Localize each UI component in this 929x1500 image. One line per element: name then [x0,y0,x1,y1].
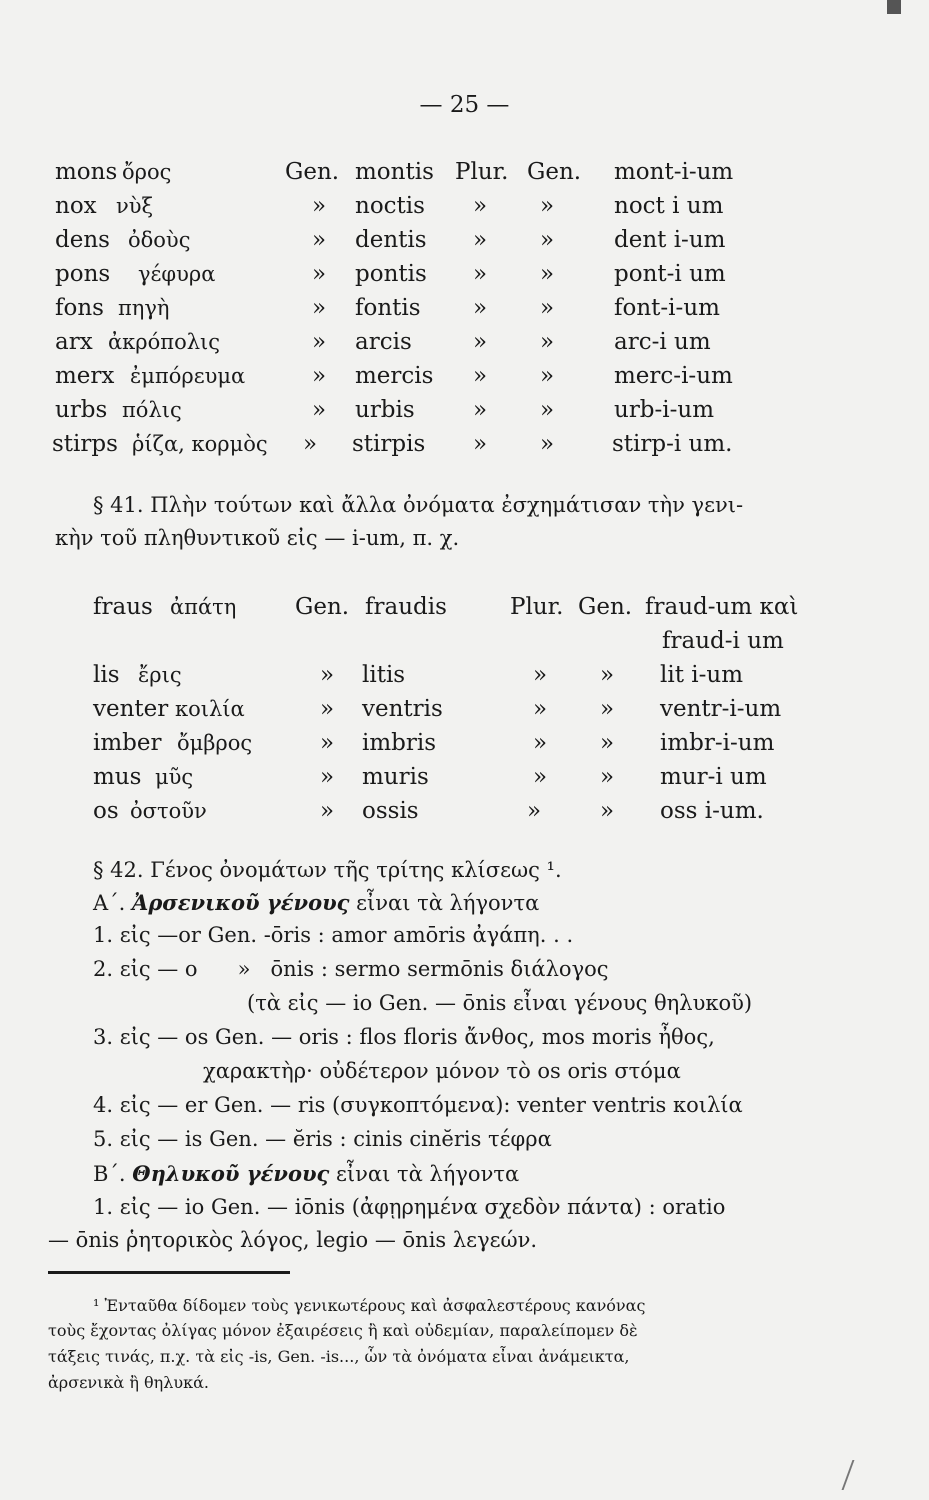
gen-label: » [303,431,318,457]
heading-prefix: Β΄. [93,1162,126,1186]
gen-label: » [312,261,327,287]
greek-word: ῥίζα, κορμὸς [132,432,268,456]
plur-label: » [533,696,548,722]
latin-word: arx [55,329,93,355]
plural-genitive: oss i-um. [660,798,764,824]
plural-gen-label: Gen. [527,159,582,185]
section-42-heading: § 42. Γένος ὀνομάτων τῆς τρίτης κλίσεως ¹. [93,858,562,882]
latin-word: venter [93,696,169,722]
plur-label: » [527,798,542,824]
footnote-line-4: ἀρσενικὰ ἢ θηλυκά. [48,1373,209,1392]
genitive: pontis [355,261,427,287]
gen-label: » [320,662,335,688]
gen-label: Gen. [285,159,340,185]
heading-prefix: Α΄. [93,891,126,915]
plural-genitive: mont-i-um [614,159,734,185]
fem-rule-item-1-cont: — ōnis ῥητορικὸς λόγος, legio — ōnis λεγεών. [48,1228,538,1252]
genitive: arcis [355,329,412,355]
genitive: litis [362,662,406,688]
greek-word: ὀδοὺς [128,228,191,252]
page-number: — 25 — [419,92,510,118]
plur-label: Plur. [455,159,509,185]
heading-suffix: εἶναι τὰ λήγοντα [336,1162,520,1186]
greek-word: ὀστοῦν [130,799,207,823]
greek-word: κοιλία [175,697,245,721]
feminine-gender-label: Θηλυκοῦ γένους [132,1161,330,1186]
greek-word: ἔρις [138,663,182,687]
plural-gen-label: » [600,764,615,790]
plural-genitive: font-i-um [614,295,720,321]
rule-item-2: 2. εἰς — o » ōnis : sermo sermōnis διάλογος [93,957,609,981]
plural-genitive: arc-i um [614,329,711,355]
plural-gen-label: » [540,227,555,253]
latin-word: fons [55,295,104,321]
latin-word: os [93,798,119,824]
heading-suffix: εἶναι τὰ λήγοντα [356,891,540,915]
greek-word: νὺξ [116,194,154,218]
footnote-line-3: τάξεις τινάς, π.χ. τὰ εἰς -is, Gen. -is..., ὧν τὰ ὀνόματα εἶναι ἀνάμεικτα, [48,1347,630,1366]
genitive: fraudis [365,594,447,620]
gen-label: » [312,363,327,389]
greek-word: ἐμπόρευμα [130,364,246,388]
gen-label: » [312,295,327,321]
plural-genitive: imbr-i-um [660,730,775,756]
plural-gen-label: » [540,431,555,457]
rule-item-2-note: (τὰ εἰς — io Gen. — ōnis εἶναι γένους θηλυκοῦ) [247,991,753,1015]
latin-word: fraus [93,594,153,620]
section-41-line-2: κὴν τοῦ πληθυντικοῦ εἰς — i-um, π. χ. [55,526,460,550]
plur-label: » [473,295,488,321]
plur-label: » [473,397,488,423]
genitive: imbris [362,730,437,756]
genitive: dentis [355,227,427,253]
gen-label: » [312,193,327,219]
fem-rule-item-1: 1. εἰς — io Gen. — iōnis (ἀφῃρημένα σχεδὸν πάντα) : oratio [93,1195,726,1219]
plur-label: » [473,261,488,287]
latin-word: urbs [55,397,108,423]
greek-word: πόλις [122,398,182,422]
plural-gen-label: » [600,696,615,722]
masculine-heading [93,887,539,919]
greek-word: ἀκρόπολις [108,330,221,354]
plural-gen-label: » [540,193,555,219]
plural-genitive: lit i-um [660,662,744,688]
plural-gen-label: » [540,397,555,423]
genitive: ossis [362,798,419,824]
plural-genitive: dent i-um [614,227,726,253]
plur-label: » [533,730,548,756]
plur-label: » [533,764,548,790]
latin-word: mus [93,764,142,790]
plur-label: » [473,227,488,253]
greek-word: ὄμβρος [177,731,253,755]
genitive: ventris [362,696,443,722]
plural-gen-label: » [600,798,615,824]
latin-word: nox [55,193,97,219]
gen-label: » [320,730,335,756]
plur-label: Plur. [510,594,564,620]
latin-word: lis [93,662,120,688]
genitive: urbis [355,397,415,423]
genitive: fontis [355,295,421,321]
plural-gen-label: » [540,261,555,287]
latin-word: dens [55,227,110,253]
section-41-line-1: § 41. Πλὴν τούτων καὶ ἄλλα ὀνόματα ἐσχημάτισαν τὴν γενι- [93,493,744,517]
plur-label: » [473,329,488,355]
latin-word: imber [93,730,162,756]
plural-genitive: noct i um [614,193,724,219]
greek-word: πηγὴ [118,296,170,320]
plural-gen-label: » [600,730,615,756]
feminine-heading [93,1158,519,1190]
rule-item-5: 5. εἰς — is Gen. — ĕris : cinis cinĕris τέφρα [93,1127,552,1151]
plural-genitive: merc-i-um [614,363,733,389]
plural-gen-label: » [540,295,555,321]
rule-item-3: 3. εἰς — os Gen. — oris : flos floris ἄνθος, mos moris ἦθος, [93,1025,715,1049]
corner-mark [887,0,901,14]
latin-word: pons [55,261,111,287]
rule-item-3-cont: χαρακτὴρ· οὐδέτερον μόνον τὸ os oris στόμα [203,1059,681,1083]
gen-label: » [312,397,327,423]
plur-label: » [533,662,548,688]
plural-genitive: urb-i-um [614,397,715,423]
plural-genitive: ventr-i-um [660,696,782,722]
rule-item-1: 1. εἰς —or Gen. -ōris : amor amōris ἀγάπη. . . [93,923,574,947]
plural-gen-label: » [540,329,555,355]
plural-genitive: fraud-um καὶ [645,594,799,620]
plural-genitive: mur-i um [660,764,767,790]
plur-label: » [473,431,488,457]
rule-item-4: 4. εἰς — er Gen. — ris (συγκοπτόμενα): venter ventris κοιλία [93,1093,743,1117]
genitive: montis [355,159,434,185]
plural-gen-label: » [540,363,555,389]
greek-word: ὄρος [122,160,172,184]
footnote-divider [48,1271,290,1274]
latin-word: stirps [52,431,118,457]
gen-label: » [320,764,335,790]
plural-genitive: fraud-i um [662,628,784,654]
plural-genitive: stirp-i um. [612,431,733,457]
plural-gen-label: Gen. [578,594,633,620]
greek-word: μῦς [155,765,194,789]
footnote-line-2: τοὺς ἔχοντας ὀλίγας μόνον ἐξαιρέσεις ἢ καὶ οὐδεμίαν, παραλείπομεν δὲ [48,1321,638,1340]
plural-gen-label: » [600,662,615,688]
gen-label: Gen. [295,594,350,620]
masculine-gender-label: Ἀρσενικοῦ γένους [132,890,350,915]
footnote-line-1: ¹ Ἐνταῦθα δίδομεν τοὺς γενικωτέρους καὶ ἀσφαλεστέρους κανόνας [93,1296,646,1315]
latin-word: merx [55,363,115,389]
gen-label: » [320,798,335,824]
gen-label: » [312,329,327,355]
plur-label: » [473,363,488,389]
greek-word: ἀπάτη [170,595,237,619]
plur-label: » [473,193,488,219]
genitive: stirpis [352,431,426,457]
genitive: mercis [355,363,434,389]
genitive: noctis [355,193,425,219]
gen-label: » [312,227,327,253]
margin-scribble [842,1460,895,1490]
genitive: muris [362,764,429,790]
greek-word: γέφυρα [138,262,216,286]
latin-word: mons [55,159,118,185]
plural-genitive: pont-i um [614,261,726,287]
gen-label: » [320,696,335,722]
